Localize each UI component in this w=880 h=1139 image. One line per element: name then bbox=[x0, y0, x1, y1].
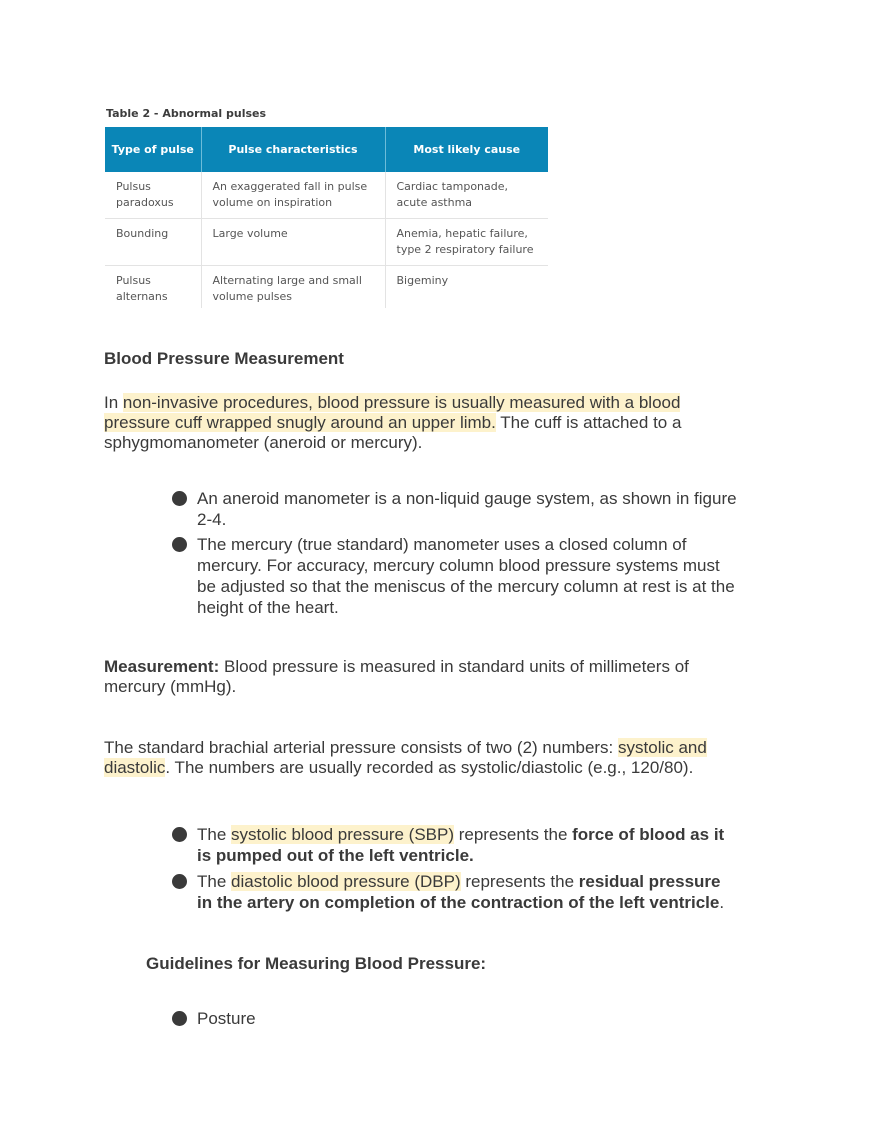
dbp-post: . bbox=[719, 893, 725, 912]
dbp-bold: residual pressure in the artery on completion of the contraction of the left ventricle bbox=[197, 872, 721, 912]
column-header-cause: Most likely cause bbox=[385, 127, 548, 172]
measurement-text: Blood pressure is measured in standard units of millimeters of mercury (mmHg). bbox=[104, 657, 689, 696]
table-cell: An exaggerated fall in pulse volume on inspiration bbox=[201, 172, 385, 219]
dbp-highlight: diastolic blood pressure (DBP) bbox=[231, 872, 461, 891]
column-header-characteristics: Pulse characteristics bbox=[201, 127, 385, 172]
standard-post: . The numbers are usually recorded as systolic/diastolic (e.g., 120/80). bbox=[165, 758, 694, 777]
section-heading: Blood Pressure Measurement bbox=[104, 349, 344, 368]
sbp-mid: represents the bbox=[454, 825, 573, 844]
standard-pre: The standard brachial arterial pressure consists of two (2) numbers: bbox=[104, 738, 619, 757]
list-item bbox=[170, 1008, 740, 1029]
sbp-bold: force of blood as it is pumped out of the left ventricle. bbox=[197, 825, 725, 865]
table-row bbox=[105, 172, 548, 219]
standard-highlight: systolic and diastolic bbox=[104, 738, 707, 777]
intro-paragraph bbox=[104, 393, 734, 453]
sbp-highlight: systolic blood pressure (SBP) bbox=[231, 825, 455, 844]
table-cell: Bigeminy bbox=[396, 274, 449, 287]
bullet-icon bbox=[172, 827, 187, 842]
table-row bbox=[105, 219, 548, 266]
manometer-list bbox=[170, 488, 740, 618]
guidelines-heading: Guidelines for Measuring Blood Pressure: bbox=[146, 954, 487, 973]
table-caption: Table 2 - Abnormal pulses bbox=[106, 107, 267, 120]
table-cell: Alternating large and small volume pulses bbox=[201, 266, 385, 308]
column-header-type: Type of pulse bbox=[105, 127, 201, 172]
table-cell: Pulsus paradoxus bbox=[105, 172, 201, 219]
table-header-row bbox=[105, 127, 548, 172]
dbp-pre: The bbox=[197, 872, 232, 891]
list-item-text: The mercury (true standard) manometer uses a closed column of mercury. For accuracy, mercury column blood pressure systems must be adjusted so that the meniscus of the mercury column at rest is at the height of the heart. bbox=[197, 535, 735, 617]
table-cell: Pulsus alternans bbox=[105, 266, 201, 308]
list-item bbox=[170, 824, 740, 866]
list-item bbox=[170, 534, 740, 618]
intro-post: The cuff is attached to a sphygmomanometer (aneroid or mercury). bbox=[104, 413, 682, 452]
bullet-icon bbox=[172, 491, 187, 506]
measurement-paragraph bbox=[104, 657, 734, 697]
table-row bbox=[105, 266, 548, 308]
bullet-icon bbox=[172, 1011, 187, 1026]
intro-pre: In bbox=[104, 393, 123, 412]
bullet-icon bbox=[172, 537, 187, 552]
list-item-text: Posture bbox=[197, 1009, 256, 1028]
bullet-icon bbox=[172, 874, 187, 889]
sbp-pre: The bbox=[197, 825, 232, 844]
table-cell: Anemia, hepatic failure, type 2 respiratory failure bbox=[385, 219, 548, 266]
list-item-text: An aneroid manometer is a non-liquid gauge system, as shown in figure 2-4. bbox=[197, 489, 737, 529]
pressure-list bbox=[170, 824, 740, 913]
table-cell: Bounding bbox=[105, 219, 201, 266]
dbp-mid: represents the bbox=[460, 872, 579, 891]
intro-highlight: non-invasive procedures, blood pressure is usually measured with a blood pressure cuff wrapped snugly around an upper limb. bbox=[104, 393, 681, 432]
guidelines-list bbox=[170, 1008, 740, 1029]
table-cell: Large volume bbox=[201, 219, 385, 266]
measurement-label: Measurement: bbox=[104, 657, 220, 676]
abnormal-pulses-table bbox=[105, 127, 548, 308]
list-item bbox=[170, 871, 740, 913]
table-cell: Cardiac tamponade, acute asthma bbox=[385, 172, 548, 219]
standard-paragraph bbox=[104, 738, 734, 778]
list-item bbox=[170, 488, 740, 530]
